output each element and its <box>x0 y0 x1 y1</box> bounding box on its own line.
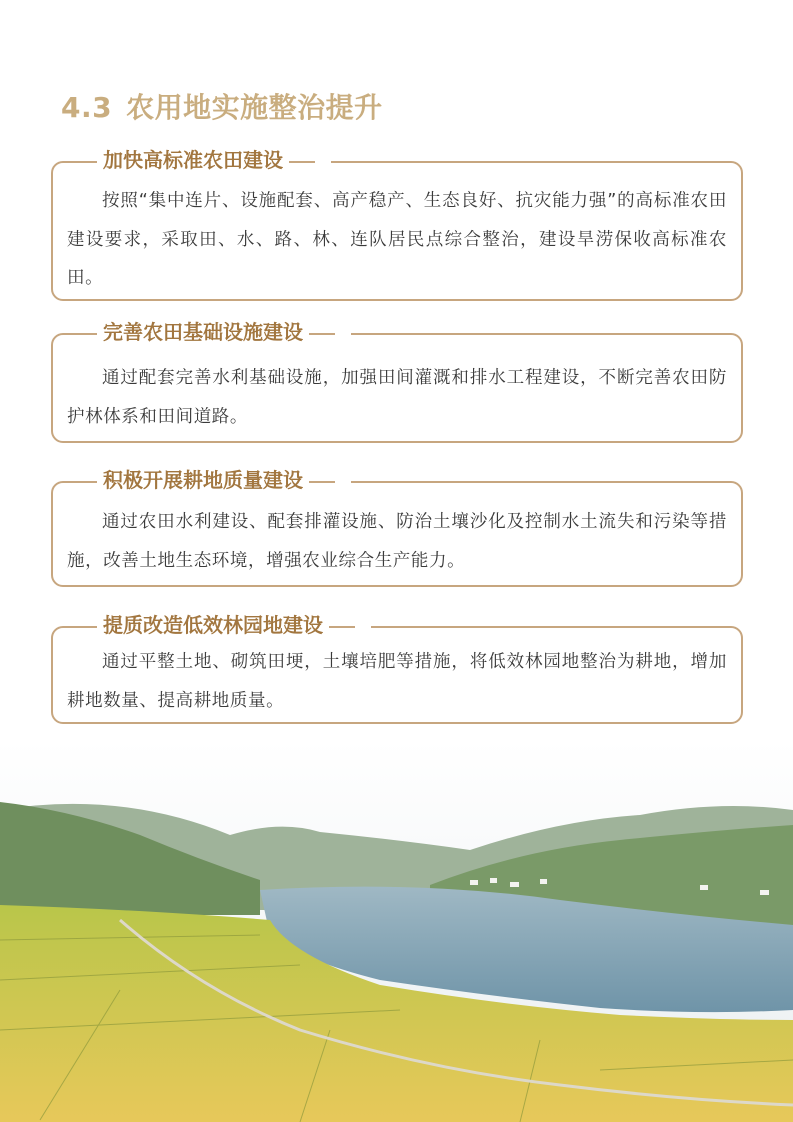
landscape-photo <box>0 740 793 1122</box>
section-heading <box>61 86 383 126</box>
box-text: 通过平整土地、砌筑田埂，土壤培肥等措施，将低效林园地整治为耕地，增加耕地数量、提高耕地质量。 <box>67 652 727 711</box>
content-box-cultivated-land-quality <box>51 468 743 587</box>
content-box-low-efficiency-forest <box>51 613 743 724</box>
section-title: 农用地实施整治提升 <box>126 91 383 124</box>
content-box-high-standard-farmland <box>51 148 743 301</box>
box-text: 按照“集中连片、设施配套、高产稳产、生态良好、抗灾能力强”的高标准农田建设要求，采取田、水、路、林、连队居民点综合整治，建设旱涝保收高标准农田。 <box>67 191 727 288</box>
box-title: 加快高标准农田建设 <box>75 147 331 173</box>
box-text: 通过配套完善水利基础设施，加强田间灌溉和排水工程建设，不断完善农田防护林体系和田间道路。 <box>67 368 727 427</box>
content-box-farmland-infrastructure <box>51 320 743 443</box>
box-title: 完善农田基础设施建设 <box>75 319 351 345</box>
box-text: 通过农田水利建设、配套排灌设施、防治土壤沙化及控制水土流失和污染等措施，改善土地生态环境，增强农业综合生产能力。 <box>67 512 727 571</box>
box-title: 积极开展耕地质量建设 <box>75 467 351 493</box>
box-title: 提质改造低效林园地建设 <box>75 612 371 638</box>
section-number: 4.3 <box>61 91 113 124</box>
